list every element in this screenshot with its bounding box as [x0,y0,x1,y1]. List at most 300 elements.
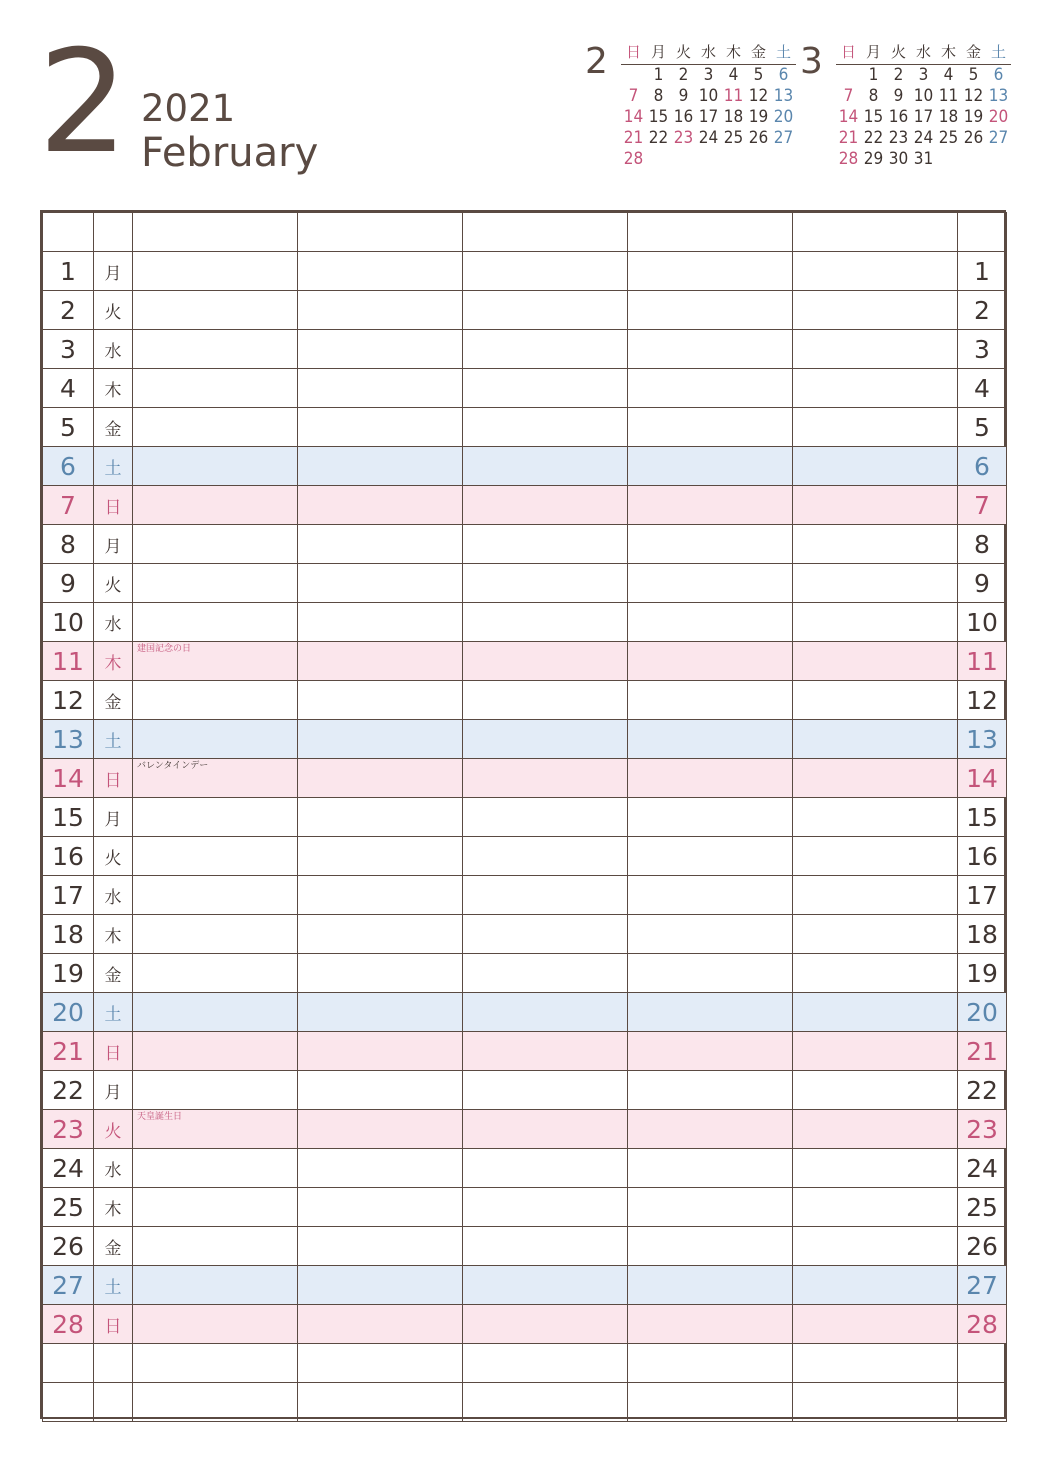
weekday-label: 火 [94,291,133,330]
schedule-cell[interactable] [793,1110,958,1149]
day-number-right: 4 [958,369,1007,408]
day-row [43,330,1007,369]
schedule-cell[interactable] [793,603,958,642]
schedule-cell[interactable] [463,447,628,486]
day-number-right: 22 [958,1071,1007,1110]
mini-day: 25 [938,128,959,148]
schedule-cell[interactable] [298,915,463,954]
mini-day: 16 [673,107,694,127]
blank-row [43,1344,1007,1383]
schedule-cell[interactable] [463,291,628,330]
day-row [43,759,1007,798]
mini-day: 2 [893,65,904,85]
day-row [43,486,1007,525]
schedule-cell[interactable] [463,681,628,720]
schedule-cell[interactable] [298,1266,463,1305]
schedule-cell[interactable] [298,291,463,330]
schedule-cell[interactable] [793,1071,958,1110]
schedule-cell[interactable] [298,1227,463,1266]
schedule-cell[interactable] [793,1227,958,1266]
mini-day: 5 [968,65,979,85]
day-row [43,447,1007,486]
day-row [43,1110,1007,1149]
schedule-cell[interactable] [298,642,463,681]
schedule-cell[interactable] [133,876,298,915]
mini-weekday-header: 日 [621,40,646,65]
schedule-cell[interactable] [793,1188,958,1227]
mini-weekday-header: 土 [771,40,796,65]
schedule-cell[interactable] [298,1305,463,1344]
schedule-cell[interactable] [133,369,298,408]
schedule-cell[interactable] [793,798,958,837]
weekday-label: 火 [94,837,133,876]
schedule-cell[interactable] [628,1149,793,1188]
weekday-label: 金 [94,1227,133,1266]
schedule-cell[interactable] [628,525,793,564]
schedule-cell[interactable] [298,447,463,486]
weekday-label: 金 [94,681,133,720]
mini-weekday-header: 火 [671,40,696,65]
schedule-cell[interactable] [463,915,628,954]
schedule-cell[interactable] [628,759,793,798]
day-row [43,1188,1007,1227]
day-number-right: 23 [958,1110,1007,1149]
day-number-right: 11 [958,642,1007,681]
day-row [43,954,1007,993]
mini-day: 12 [748,86,769,106]
schedule-cell[interactable] [298,1188,463,1227]
schedule-cell[interactable] [793,1266,958,1305]
day-row [43,1305,1007,1344]
schedule-cell[interactable] [628,1071,793,1110]
day-number: 7 [43,486,94,525]
schedule-cell[interactable] [463,1188,628,1227]
day-number-right: 14 [958,759,1007,798]
schedule-cell[interactable] [628,369,793,408]
schedule-cell[interactable] [793,1305,958,1344]
schedule-cell[interactable] [463,486,628,525]
day-number-right: 1 [958,252,1007,291]
schedule-cell[interactable] [133,408,298,447]
schedule-cell[interactable] [298,993,463,1032]
schedule-cell[interactable] [793,564,958,603]
mini-day: 16 [888,107,909,127]
schedule-cell[interactable] [793,486,958,525]
weekday-label: 水 [94,603,133,642]
day-row [43,1227,1007,1266]
blank-cell[interactable] [793,1383,958,1422]
schedule-cell[interactable] [133,759,298,798]
mini-day: 22 [863,128,884,148]
weekday-label: 水 [94,1149,133,1188]
day-number-right: 2 [958,291,1007,330]
schedule-cell[interactable] [628,1188,793,1227]
mini-day: 5 [753,65,764,85]
schedule-cell[interactable] [628,642,793,681]
schedule-cell[interactable] [463,1305,628,1344]
blank-cell[interactable] [958,1344,1007,1383]
mini-weekday-header: 土 [986,40,1011,65]
schedule-cell[interactable] [463,1227,628,1266]
schedule-cell[interactable] [298,1071,463,1110]
day-number: 6 [43,447,94,486]
blank-cell[interactable] [463,213,628,252]
schedule-cell[interactable] [133,720,298,759]
mini-day: 27 [773,128,794,148]
schedule-cell[interactable] [298,408,463,447]
schedule-cell[interactable] [793,759,958,798]
day-number-right: 20 [958,993,1007,1032]
day-row [43,1266,1007,1305]
day-row [43,252,1007,291]
blank-row [43,1383,1007,1422]
mini-day: 24 [698,128,719,148]
schedule-cell[interactable] [628,486,793,525]
day-number-right: 12 [958,681,1007,720]
mini-weekday-header: 水 [696,40,721,65]
year-label: 2021 [141,87,236,130]
day-row [43,1032,1007,1071]
schedule-cell[interactable] [628,876,793,915]
day-number: 22 [43,1071,94,1110]
schedule-cell[interactable] [463,1032,628,1071]
schedule-cell[interactable] [298,798,463,837]
schedule-cell[interactable] [133,564,298,603]
weekday-label: 木 [94,1188,133,1227]
day-number: 13 [43,720,94,759]
mini-day [746,149,771,170]
schedule-cell[interactable] [463,798,628,837]
weekday-label: 木 [94,369,133,408]
schedule-cell[interactable] [793,993,958,1032]
weekday-label: 土 [94,993,133,1032]
schedule-cell[interactable] [793,720,958,759]
blank-cell[interactable] [43,1383,94,1422]
day-number-right: 17 [958,876,1007,915]
day-number: 25 [43,1188,94,1227]
holiday-note: 建国記念の日 [137,644,192,654]
day-number-right: 8 [958,525,1007,564]
mini-day: 11 [723,86,744,106]
mini-day [961,149,986,170]
schedule-cell[interactable] [793,447,958,486]
schedule-cell[interactable] [298,369,463,408]
schedule-cell[interactable] [628,681,793,720]
schedule-cell[interactable] [628,291,793,330]
schedule-cell[interactable] [628,330,793,369]
day-row [43,837,1007,876]
weekday-label: 月 [94,525,133,564]
schedule-cell[interactable] [298,330,463,369]
schedule-cell[interactable] [133,1110,298,1149]
mini-day: 14 [838,107,859,127]
blank-cell[interactable] [133,213,298,252]
mini-day: 28 [623,149,644,169]
day-number-right: 27 [958,1266,1007,1305]
schedule-cell[interactable] [133,252,298,291]
mini-day: 13 [988,86,1009,106]
weekday-label: 日 [94,1032,133,1071]
schedule-cell[interactable] [463,1266,628,1305]
schedule-cell[interactable] [793,330,958,369]
blank-cell[interactable] [94,1344,133,1383]
schedule-cell[interactable] [463,720,628,759]
mini-day: 26 [748,128,769,148]
schedule-cell[interactable] [793,525,958,564]
mini-day: 17 [698,107,719,127]
blank-cell[interactable] [94,1383,133,1422]
blank-cell[interactable] [298,1344,463,1383]
blank-cell[interactable] [463,1383,628,1422]
blank-cell[interactable] [133,1383,298,1422]
schedule-cell[interactable] [793,252,958,291]
schedule-cell[interactable] [298,876,463,915]
schedule-cell[interactable] [298,720,463,759]
schedule-cell[interactable] [628,603,793,642]
schedule-cell[interactable] [793,369,958,408]
schedule-cell[interactable] [463,330,628,369]
schedule-cell[interactable] [793,642,958,681]
schedule-cell[interactable] [133,603,298,642]
schedule-cell[interactable] [298,954,463,993]
day-number: 8 [43,525,94,564]
mini-day: 10 [698,86,719,106]
day-row [43,291,1007,330]
day-number: 28 [43,1305,94,1344]
blank-cell[interactable] [463,1344,628,1383]
schedule-cell[interactable] [793,681,958,720]
schedule-cell[interactable] [463,603,628,642]
schedule-cell[interactable] [628,954,793,993]
mini-day: 7 [628,86,639,106]
mini-day [986,149,1011,170]
day-number: 24 [43,1149,94,1188]
schedule-cell[interactable] [133,1188,298,1227]
schedule-cell[interactable] [463,564,628,603]
mini-day: 20 [773,107,794,127]
header-row [43,213,1007,252]
day-number: 9 [43,564,94,603]
schedule-cell[interactable] [628,720,793,759]
day-number: 2 [43,291,94,330]
mini-day: 6 [778,65,789,85]
schedule-cell[interactable] [463,369,628,408]
day-number-right: 24 [958,1149,1007,1188]
blank-cell[interactable] [133,1344,298,1383]
schedule-cell[interactable] [133,681,298,720]
mini-weekday-header: 月 [646,40,671,65]
schedule-cell[interactable] [133,486,298,525]
mini-day: 9 [678,86,689,106]
mini-day [696,149,721,170]
mini-day: 27 [988,128,1009,148]
schedule-cell[interactable] [133,954,298,993]
schedule-cell[interactable] [298,681,463,720]
schedule-cell[interactable] [463,759,628,798]
schedule-cell[interactable] [793,1032,958,1071]
schedule-cell[interactable] [793,876,958,915]
schedule-cell[interactable] [298,837,463,876]
schedule-cell[interactable] [298,252,463,291]
blank-cell[interactable] [298,213,463,252]
day-number-right: 6 [958,447,1007,486]
mini-day [671,149,696,170]
schedule-cell[interactable] [793,408,958,447]
schedule-cell[interactable] [628,447,793,486]
schedule-cell[interactable] [628,1305,793,1344]
schedule-cell[interactable] [628,915,793,954]
schedule-cell[interactable] [133,525,298,564]
blank-cell[interactable] [628,1383,793,1422]
mini-weekday-header: 月 [861,40,886,65]
mini-day: 20 [988,107,1009,127]
schedule-cell[interactable] [133,993,298,1032]
schedule-cell[interactable] [463,1071,628,1110]
schedule-cell[interactable] [628,408,793,447]
schedule-cell[interactable] [298,1149,463,1188]
mini-calendar-month-number: 2 [585,41,608,82]
schedule-cell[interactable] [463,525,628,564]
schedule-cell[interactable] [463,408,628,447]
schedule-cell[interactable] [463,1149,628,1188]
schedule-cell[interactable] [628,798,793,837]
schedule-cell[interactable] [298,1110,463,1149]
schedule-cell[interactable] [463,1110,628,1149]
schedule-cell[interactable] [133,330,298,369]
schedule-cell[interactable] [793,954,958,993]
blank-cell[interactable] [793,1344,958,1383]
schedule-cell[interactable] [628,564,793,603]
weekday-label: 木 [94,915,133,954]
mini-day [836,65,861,87]
schedule-cell[interactable] [463,876,628,915]
schedule-cell[interactable] [133,1266,298,1305]
schedule-cell[interactable] [133,837,298,876]
mini-day [721,149,746,170]
weekday-label: 月 [94,1071,133,1110]
schedule-cell[interactable] [298,486,463,525]
schedule-cell[interactable] [628,1227,793,1266]
day-number-right: 5 [958,408,1007,447]
day-number-right: 21 [958,1032,1007,1071]
mini-day: 11 [938,86,959,106]
schedule-cell[interactable] [463,642,628,681]
schedule-cell[interactable] [133,447,298,486]
schedule-cell[interactable] [133,642,298,681]
mini-day: 17 [913,107,934,127]
mini-weekday-header: 金 [961,40,986,65]
schedule-cell[interactable] [793,291,958,330]
schedule-cell[interactable] [793,837,958,876]
schedule-cell[interactable] [628,1032,793,1071]
schedule-cell[interactable] [133,1305,298,1344]
schedule-cell[interactable] [133,291,298,330]
schedule-cell[interactable] [133,1227,298,1266]
schedule-cell[interactable] [298,1032,463,1071]
day-number: 17 [43,876,94,915]
day-number: 14 [43,759,94,798]
mini-day: 8 [653,86,664,106]
blank-cell[interactable] [94,213,133,252]
day-number: 27 [43,1266,94,1305]
schedule-cell[interactable] [133,798,298,837]
mini-day: 28 [838,149,859,169]
blank-cell[interactable] [958,213,1007,252]
day-number: 18 [43,915,94,954]
blank-cell[interactable] [628,213,793,252]
mini-day: 19 [963,107,984,127]
schedule-cell[interactable] [298,759,463,798]
schedule-cell[interactable] [628,1110,793,1149]
schedule-cell[interactable] [463,954,628,993]
schedule-cell[interactable] [298,564,463,603]
schedule-cell[interactable] [133,1032,298,1071]
mini-day: 21 [838,128,859,148]
mini-day [646,149,671,170]
day-number: 15 [43,798,94,837]
schedule-cell[interactable] [133,915,298,954]
schedule-cell[interactable] [628,837,793,876]
schedule-cell[interactable] [463,252,628,291]
blank-cell[interactable] [793,213,958,252]
weekday-label: 土 [94,1266,133,1305]
schedule-cell[interactable] [133,1071,298,1110]
day-number: 10 [43,603,94,642]
blank-cell[interactable] [43,1344,94,1383]
mini-day: 23 [673,128,694,148]
weekday-label: 水 [94,330,133,369]
mini-day: 25 [723,128,744,148]
holiday-note: バレンタインデー [137,761,209,771]
schedule-cell[interactable] [298,525,463,564]
weekday-label: 火 [94,564,133,603]
mini-weekday-header: 日 [836,40,861,65]
mini-day: 30 [888,149,909,169]
blank-cell[interactable] [958,1383,1007,1422]
day-row [43,603,1007,642]
day-row [43,720,1007,759]
weekday-label: 水 [94,876,133,915]
day-number: 26 [43,1227,94,1266]
day-row [43,564,1007,603]
month-name: February [141,130,319,176]
schedule-cell[interactable] [463,837,628,876]
schedule-cell[interactable] [628,1266,793,1305]
schedule-cell[interactable] [298,603,463,642]
blank-cell[interactable] [43,213,94,252]
day-number: 23 [43,1110,94,1149]
day-number: 1 [43,252,94,291]
blank-cell[interactable] [628,1344,793,1383]
mini-weekday-header: 火 [886,40,911,65]
schedule-cell[interactable] [793,1149,958,1188]
day-row [43,408,1007,447]
blank-cell[interactable] [298,1383,463,1422]
schedule-cell[interactable] [133,1149,298,1188]
schedule-cell[interactable] [628,993,793,1032]
day-number: 3 [43,330,94,369]
schedule-cell[interactable] [793,915,958,954]
weekday-label: 火 [94,1110,133,1149]
schedule-cell[interactable] [463,993,628,1032]
day-row [43,681,1007,720]
day-number: 20 [43,993,94,1032]
weekday-label: 土 [94,447,133,486]
day-number: 16 [43,837,94,876]
schedule-cell[interactable] [628,252,793,291]
weekday-label: 金 [94,408,133,447]
day-row [43,1149,1007,1188]
